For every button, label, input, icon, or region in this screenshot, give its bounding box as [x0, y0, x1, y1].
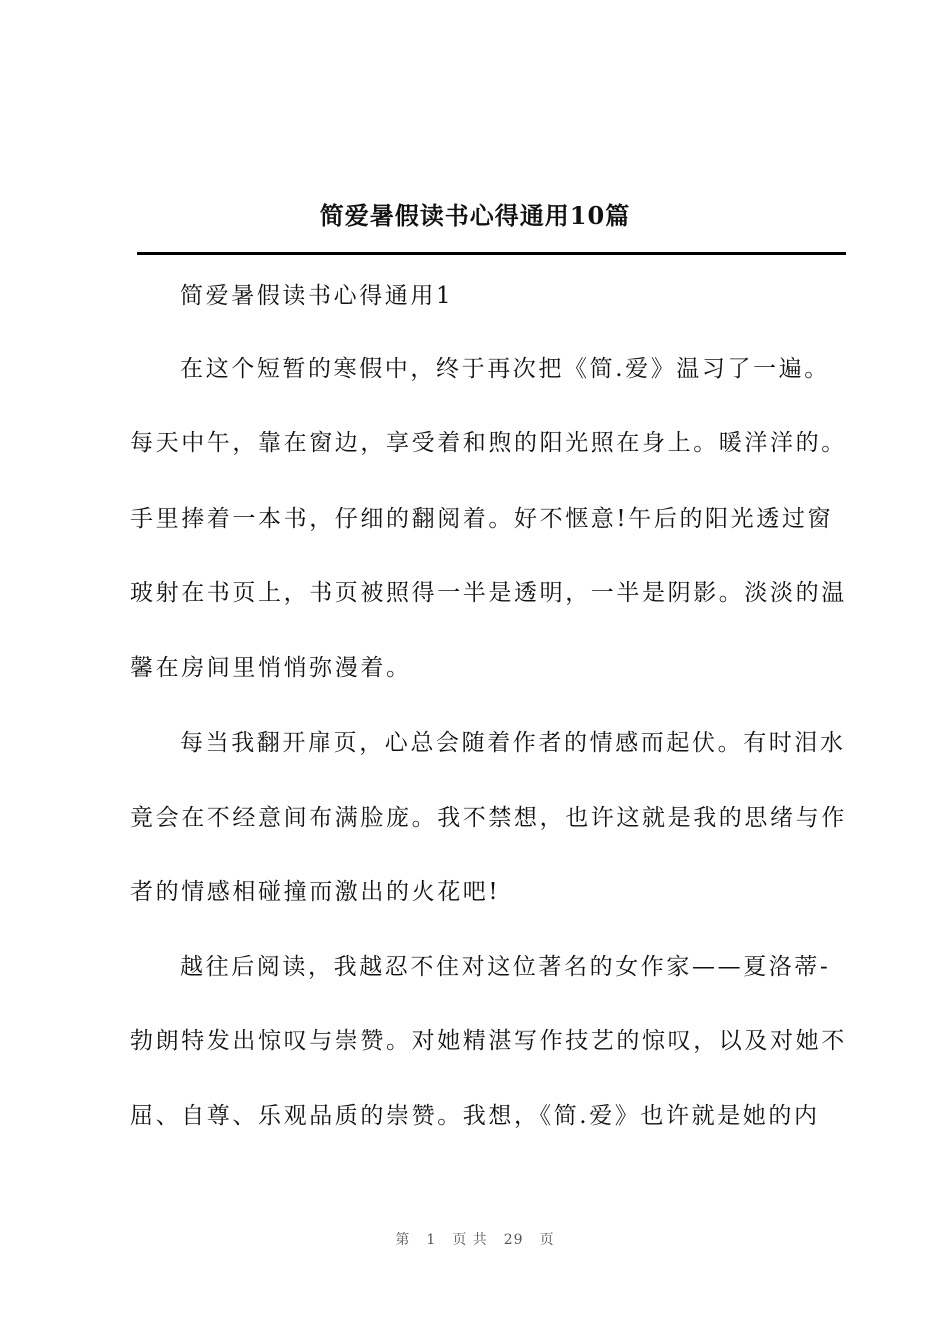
paragraph-line: 勃朗特发出惊叹与崇赞。对她精湛写作技艺的惊叹，以及对她不: [130, 1028, 847, 1054]
footer-total-pages: 29: [503, 1232, 524, 1248]
paragraph-line: 每天中午，靠在窗边，享受着和煦的阳光照在身上。暖洋洋的。: [130, 430, 847, 456]
paragraph-line: 者的情感相碰撞而激出的火花吧!: [130, 879, 501, 905]
paragraph-line: 玻射在书页上，书页被照得一半是透明，一半是阴影。淡淡的温: [130, 580, 847, 606]
document-title: 简爱暑假读书心得通用10篇: [319, 201, 631, 230]
paragraph-line: 竟会在不经意间布满脸庞。我不禁想，也许这就是我的思绪与作: [130, 805, 847, 831]
footer-of-word: 页 共: [452, 1232, 488, 1248]
paragraph-line: 每当我翻开扉页，心总会随着作者的情感而起伏。有时泪水: [180, 730, 846, 756]
title-underline: [137, 252, 846, 255]
footer-page-suffix: 页: [539, 1232, 555, 1248]
paragraph-line: 越往后阅读，我越忍不住对这位著名的女作家——夏洛蒂-: [180, 954, 831, 980]
section-heading: 简爱暑假读书心得通用1: [180, 283, 454, 309]
paragraph-line: 手里捧着一本书，仔细的翻阅着。好不惬意!午后的阳光透过窗: [130, 506, 834, 532]
paragraph-line: 屈、自尊、乐观品质的崇赞。我想，《简.爱》也许就是她的内: [130, 1103, 820, 1129]
footer-page-word: 第: [395, 1232, 411, 1248]
page-footer: [0, 1229, 950, 1249]
paragraph-line: 馨在房间里悄悄弥漫着。: [130, 655, 412, 681]
paragraph-line: 在这个短暂的寒假中，终于再次把《简.爱》温习了一遍。: [180, 356, 830, 382]
footer-current-page: 1: [426, 1232, 437, 1248]
